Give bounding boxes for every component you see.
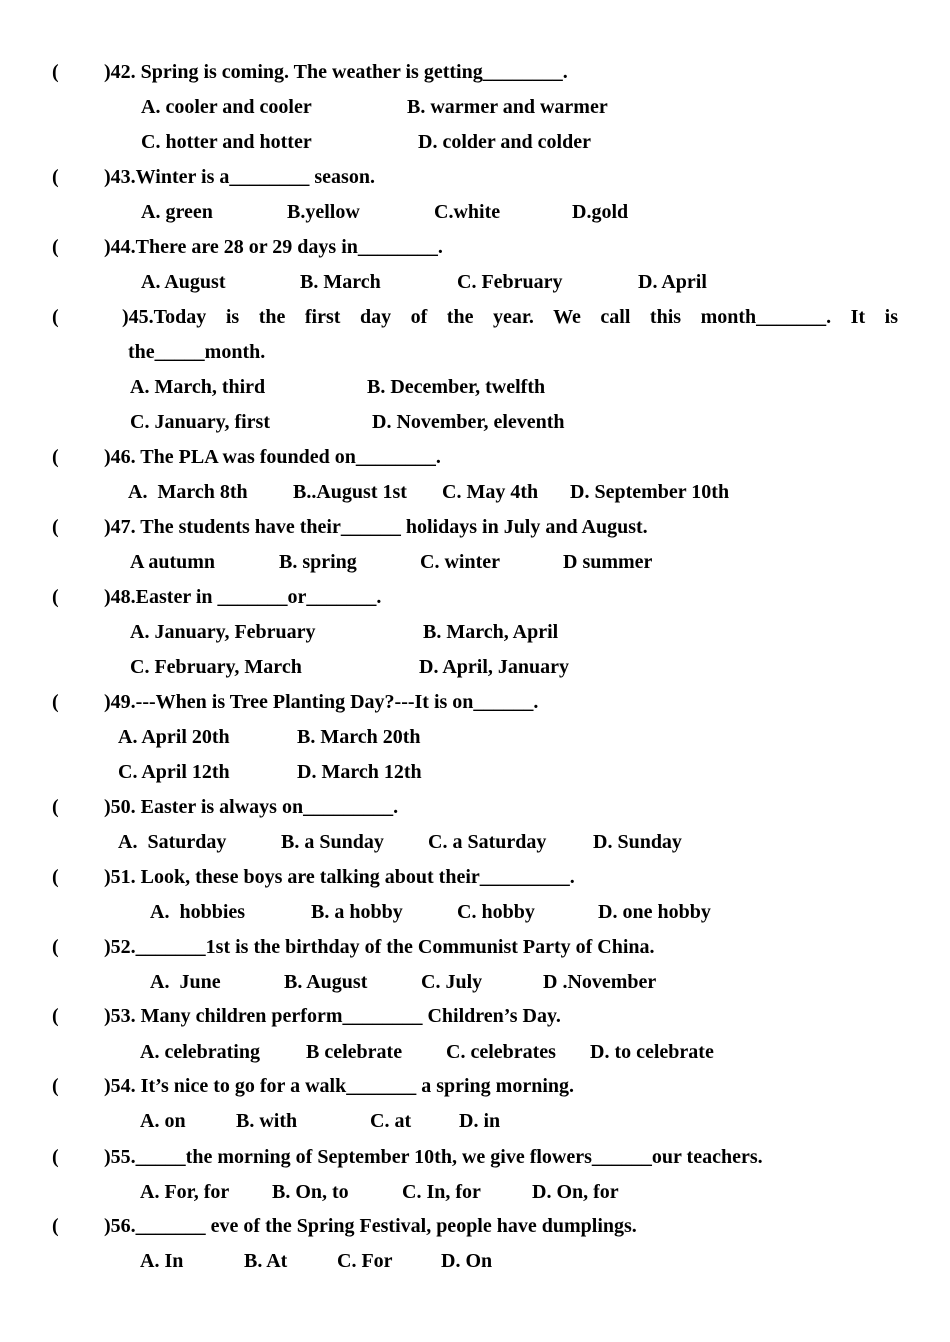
option-a: A. celebrating <box>140 1041 260 1063</box>
answer-paren: ( <box>52 796 59 818</box>
option-c: C. February <box>457 271 563 293</box>
option-c: C. winter <box>420 551 500 573</box>
option-d: D. March 12th <box>297 761 422 783</box>
option-b: B. March, April <box>423 621 559 643</box>
option-a: A. June <box>150 971 221 993</box>
answer-paren: ( <box>52 936 59 958</box>
option-d: D. colder and colder <box>418 131 591 153</box>
option-c: C. July <box>421 971 483 993</box>
question-52: )52._______1st is the birthday of the Communist Party of China. <box>104 936 655 958</box>
option-d: D. On, for <box>532 1181 619 1203</box>
option-b: B. a Sunday <box>281 831 384 853</box>
option-b: B. August <box>284 971 368 993</box>
answer-paren: ( <box>52 1146 59 1168</box>
option-a: A. For, for <box>140 1181 230 1203</box>
answer-paren: ( <box>52 866 59 888</box>
option-c: C. April 12th <box>118 761 230 783</box>
option-a: A. January, February <box>130 621 316 643</box>
option-a: A. cooler and cooler <box>141 96 312 118</box>
option-c: C. January, first <box>130 411 270 433</box>
option-c: C.white <box>434 201 501 223</box>
question-44: )44.There are 28 or 29 days in________. <box>104 236 443 258</box>
question-53: )53. Many children perform________ Children’s Day. <box>104 1005 561 1027</box>
answer-paren: ( <box>52 1075 59 1097</box>
question-51: )51. Look, these boys are talking about their_________. <box>104 866 575 888</box>
option-b: B celebrate <box>306 1041 403 1063</box>
option-a: A. March, third <box>130 376 266 398</box>
option-d: D. to celebrate <box>590 1041 714 1063</box>
option-d: D. Sunday <box>593 831 682 853</box>
answer-paren: ( <box>52 446 59 468</box>
answer-paren: ( <box>52 516 59 538</box>
answer-paren: ( <box>52 306 59 328</box>
option-d: D .November <box>543 971 657 993</box>
answer-paren: ( <box>52 61 59 83</box>
question-54: )54. It’s nice to go for a walk_______ a spring morning. <box>104 1075 574 1097</box>
option-c: C. a Saturday <box>428 831 547 853</box>
question-49: )49.---When is Tree Planting Day?---It is on______. <box>104 691 539 713</box>
option-b: B. March 20th <box>297 726 421 748</box>
option-a: A. on <box>140 1110 186 1132</box>
option-d: D. one hobby <box>598 901 711 923</box>
answer-paren: ( <box>52 1005 59 1027</box>
option-d: D.gold <box>572 201 629 223</box>
question-46: )46. The PLA was founded on________. <box>104 446 441 468</box>
question-55: )55._____the morning of September 10th, we give flowers______our teachers. <box>104 1146 763 1168</box>
option-c: C. hobby <box>457 901 535 923</box>
option-d: D. September 10th <box>570 481 730 503</box>
option-a: A. green <box>141 201 213 223</box>
option-c: C. celebrates <box>446 1041 556 1063</box>
question-43: )43.Winter is a________ season. <box>104 166 375 188</box>
answer-paren: ( <box>52 691 59 713</box>
option-b: B. with <box>236 1110 298 1132</box>
option-d: D. in <box>459 1110 501 1132</box>
option-a: A. In <box>140 1250 184 1272</box>
option-b: B. At <box>244 1250 288 1272</box>
option-d: D. November, eleventh <box>372 411 565 433</box>
answer-paren: ( <box>52 586 59 608</box>
option-a: A autumn <box>130 551 216 573</box>
option-a: A. March 8th <box>128 481 248 503</box>
answer-paren: ( <box>52 1215 59 1237</box>
option-d: D summer <box>563 551 653 573</box>
option-b: B..August 1st <box>293 481 407 503</box>
option-b: B. December, twelfth <box>367 376 546 398</box>
answer-paren: ( <box>52 236 59 258</box>
question-45-cont: the_____month. <box>128 341 266 363</box>
question-50: )50. Easter is always on_________. <box>104 796 399 818</box>
option-c: C. at <box>370 1110 412 1132</box>
question-45: )45.Today is the first day of the year. We call this month_______. It is <box>122 306 898 328</box>
option-b: B. warmer and warmer <box>407 96 608 118</box>
option-c: C. May 4th <box>442 481 539 503</box>
answer-paren: ( <box>52 166 59 188</box>
option-b: B. March <box>300 271 381 293</box>
option-d: D. On <box>441 1250 493 1272</box>
question-42: )42. Spring is coming. The weather is getting________. <box>104 61 568 83</box>
question-47: )47. The students have their______ holidays in July and August. <box>104 516 648 538</box>
option-d: D. April, January <box>419 656 570 678</box>
option-d: D. April <box>638 271 707 293</box>
option-c: C. In, for <box>402 1181 481 1203</box>
option-b: B.yellow <box>287 201 360 223</box>
option-a: A. August <box>141 271 226 293</box>
option-a: A. April 20th <box>118 726 230 748</box>
option-c: C. For <box>337 1250 393 1272</box>
question-56: )56._______ eve of the Spring Festival, people have dumplings. <box>104 1215 637 1237</box>
option-c: C. February, March <box>130 656 302 678</box>
option-a: A. Saturday <box>118 831 227 853</box>
option-a: A. hobbies <box>150 901 246 923</box>
question-48: )48.Easter in _______or_______. <box>104 586 382 608</box>
option-b: B. On, to <box>272 1181 349 1203</box>
option-c: C. hotter and hotter <box>141 131 312 153</box>
option-b: B. spring <box>279 551 357 573</box>
option-b: B. a hobby <box>311 901 403 923</box>
